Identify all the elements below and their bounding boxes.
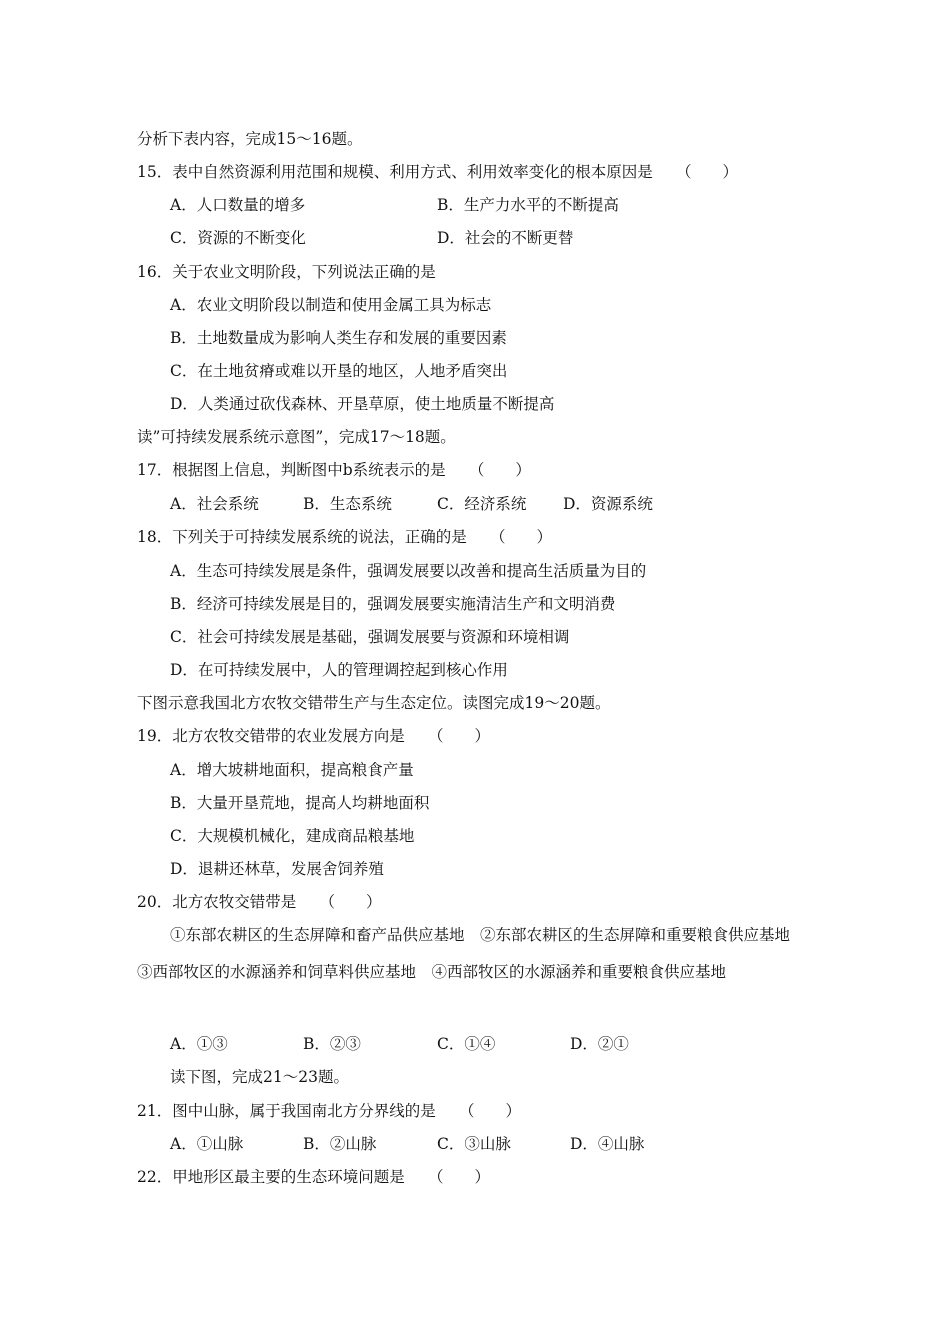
intro-19-20: 下图示意我国北方农牧交错带生产与生态定位。读图完成19～20题。	[137, 694, 611, 712]
q17-option-a: A．社会系统	[170, 495, 259, 513]
q17-option-c: C．经济系统	[437, 495, 527, 513]
q15-option-a: A．人口数量的增多	[170, 196, 306, 214]
q19-option-d: D．退耕还林草，发展舍饲养殖	[170, 860, 384, 878]
q21-option-a: A．①山脉	[170, 1135, 244, 1153]
intro-15-16: 分析下表内容，完成15～16题。	[137, 130, 363, 148]
q21-option-d: D．④山脉	[570, 1135, 645, 1153]
q21-option-c: C．③山脉	[437, 1135, 511, 1153]
question-22: 22．甲地形区最主要的生态环境问题是 （ ）	[137, 1168, 490, 1186]
q19-option-c: C．大规模机械化，建成商品粮基地	[170, 827, 415, 845]
q16-option-a: A．农业文明阶段以制造和使用金属工具为标志	[170, 296, 492, 314]
q20-option-a: A．①③	[170, 1035, 228, 1053]
intro-17-18: 读”可持续发展系统示意图”，完成17～18题。	[137, 428, 456, 446]
q16-option-d: D．人类通过砍伐森林、开垦草原，使土地质量不断提高	[170, 395, 555, 413]
q18-option-a: A．生态可持续发展是条件，强调发展要以改善和提高生活质量为目的	[170, 562, 647, 580]
question-17: 17．根据图上信息，判断图中b系统表示的是 （ ）	[137, 461, 531, 479]
q18-option-b: B．经济可持续发展是目的，强调发展要实施清洁生产和文明消费	[170, 595, 616, 613]
q21-option-b: B．②山脉	[303, 1135, 377, 1153]
q20-option-b: B．②③	[303, 1035, 361, 1053]
question-19: 19．北方农牧交错带的农业发展方向是 （ ）	[137, 727, 490, 745]
question-20: 20．北方农牧交错带是 （ ）	[137, 893, 382, 911]
q17-option-d: D．资源系统	[563, 495, 653, 513]
question-18: 18．下列关于可持续发展系统的说法，正确的是 （ ）	[137, 528, 552, 546]
q20-option-c: C．①④	[437, 1035, 496, 1053]
q18-option-c: C．社会可持续发展是基础，强调发展要与资源和环境相调	[170, 628, 570, 646]
intro-21-23: 读下图，完成21～23题。	[170, 1068, 349, 1086]
q16-option-c: C．在土地贫瘠或难以开垦的地区，人地矛盾突出	[170, 362, 508, 380]
q20-statements	[137, 917, 817, 991]
q15-option-b: B．生产力水平的不断提高	[437, 196, 619, 214]
question-15: 15．表中自然资源利用范围和规模、利用方式、利用效率变化的根本原因是 （ ）	[137, 163, 738, 181]
q17-option-b: B．生态系统	[303, 495, 392, 513]
q19-option-a: A．增大坡耕地面积，提高粮食产量	[170, 761, 414, 779]
q20-option-d: D．②①	[570, 1035, 629, 1053]
q15-option-d: D．社会的不断更替	[437, 229, 574, 247]
q20-statements-text: ①东部农耕区的生态屏障和畜产品供应基地 ②东部农耕区的生态屏障和重要粮食供应基地 ③西部牧区的水源涵养和饲草料供应基地 ④西部牧区的水源涵养和重要粮食供应基地	[137, 926, 806, 981]
q18-option-d: D．在可持续发展中，人的管理调控起到核心作用	[170, 661, 508, 679]
q19-option-b: B．大量开垦荒地，提高人均耕地面积	[170, 794, 430, 812]
q15-option-c: C．资源的不断变化	[170, 229, 306, 247]
question-16: 16．关于农业文明阶段，下列说法正确的是	[137, 263, 436, 281]
q16-option-b: B．土地数量成为影响人类生存和发展的重要因素	[170, 329, 507, 347]
question-21: 21．图中山脉，属于我国南北方分界线的是 （ ）	[137, 1102, 521, 1120]
